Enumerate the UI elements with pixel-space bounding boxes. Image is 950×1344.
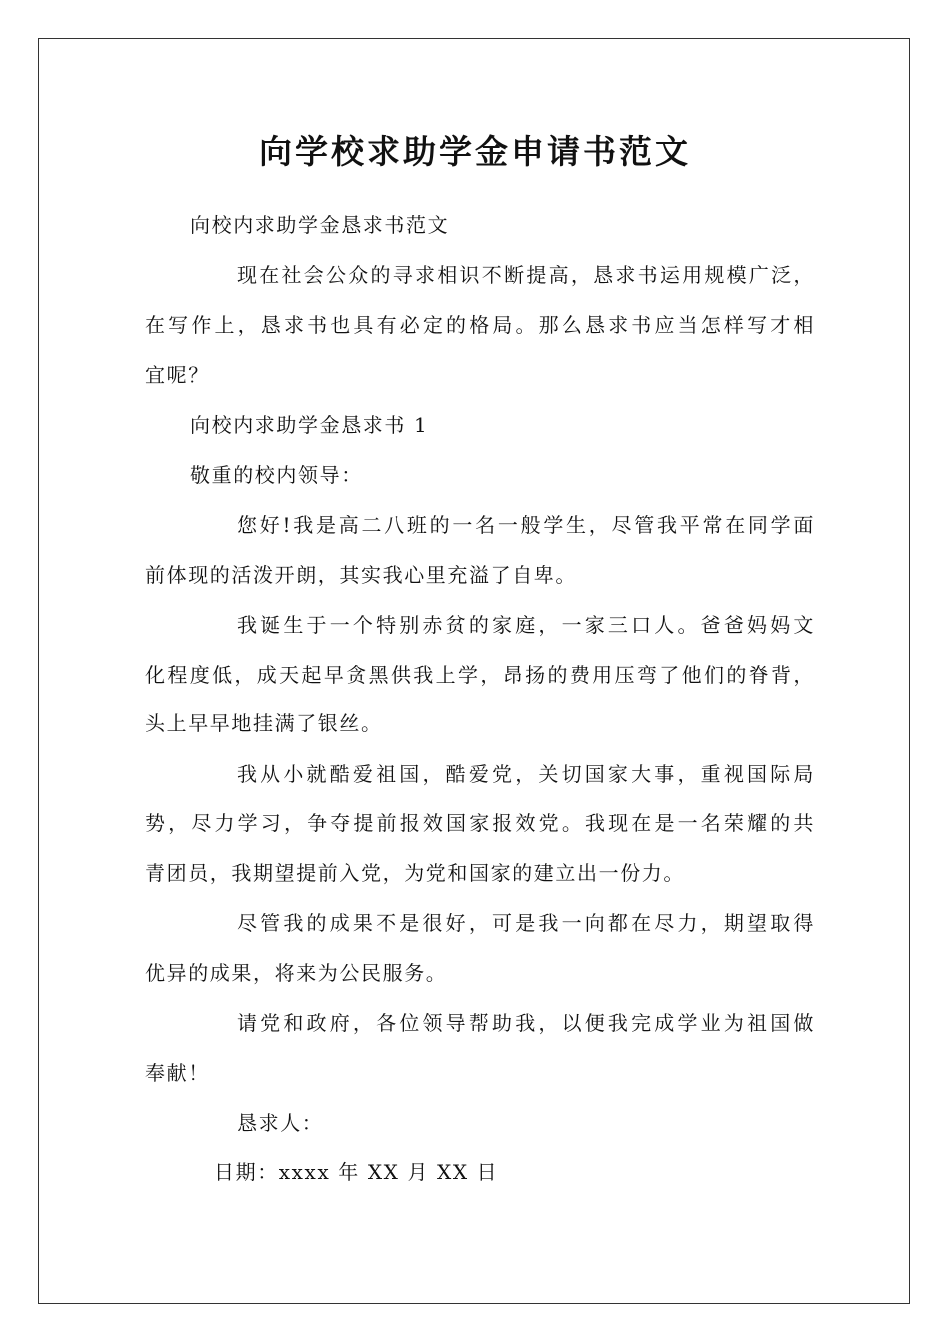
document-subtitle: 向校内求助学金恳求书范文: [190, 213, 450, 237]
paragraph-5-line-2: 奉献！: [145, 1061, 210, 1085]
paragraph-4-line-1: 尽管我的成果不是很好，可是我一向都在尽力，期望取得: [237, 911, 815, 935]
intro-line-1: 现在社会公众的寻求相识不断提高，恳求书运用规模广泛，: [237, 263, 815, 287]
signature-line: 恳求人：: [237, 1111, 324, 1135]
intro-line-3: 宜呢？: [145, 363, 210, 387]
paragraph-2-line-2: 化程度低，成天起早贪黑供我上学，昂扬的费用压弯了他们的脊背，: [145, 663, 815, 687]
paragraph-3-line-1: 我从小就酷爱祖国，酷爱党，关切国家大事，重视国际局: [237, 762, 815, 786]
intro-line-2: 在写作上，恳求书也具有必定的格局。那么恳求书应当怎样写才相: [145, 313, 815, 337]
salutation: 敬重的校内领导：: [190, 463, 363, 487]
paragraph-2-line-1: 我诞生于一个特别赤贫的家庭，一家三口人。爸爸妈妈文: [237, 613, 815, 637]
date-line: 日期：xxxx 年 XX 月 XX 日: [214, 1160, 499, 1184]
document-title: 向学校求助学金申请书范文: [259, 132, 691, 171]
paragraph-3-line-2: 势，尽力学习，争夺提前报效国家报效党。我现在是一名荣耀的共: [145, 811, 815, 835]
paragraph-1-line-1: 您好!我是高二八班的一名一般学生，尽管我平常在同学面: [237, 513, 815, 537]
paragraph-4-line-2: 优异的成果，将来为公民服务。: [145, 961, 448, 985]
paragraph-3-line-3: 青团员，我期望提前入党，为党和国家的建立出一份力。: [145, 861, 685, 885]
paragraph-2-line-3: 头上早早地挂满了银丝。: [145, 711, 383, 735]
paragraph-5-line-1: 请党和政府，各位领导帮助我，以便我完成学业为祖国做: [237, 1011, 815, 1035]
letter-heading: 向校内求助学金恳求书 1: [190, 413, 429, 437]
paragraph-1-line-2: 前体现的活泼开朗，其实我心里充溢了自卑。: [145, 563, 577, 587]
